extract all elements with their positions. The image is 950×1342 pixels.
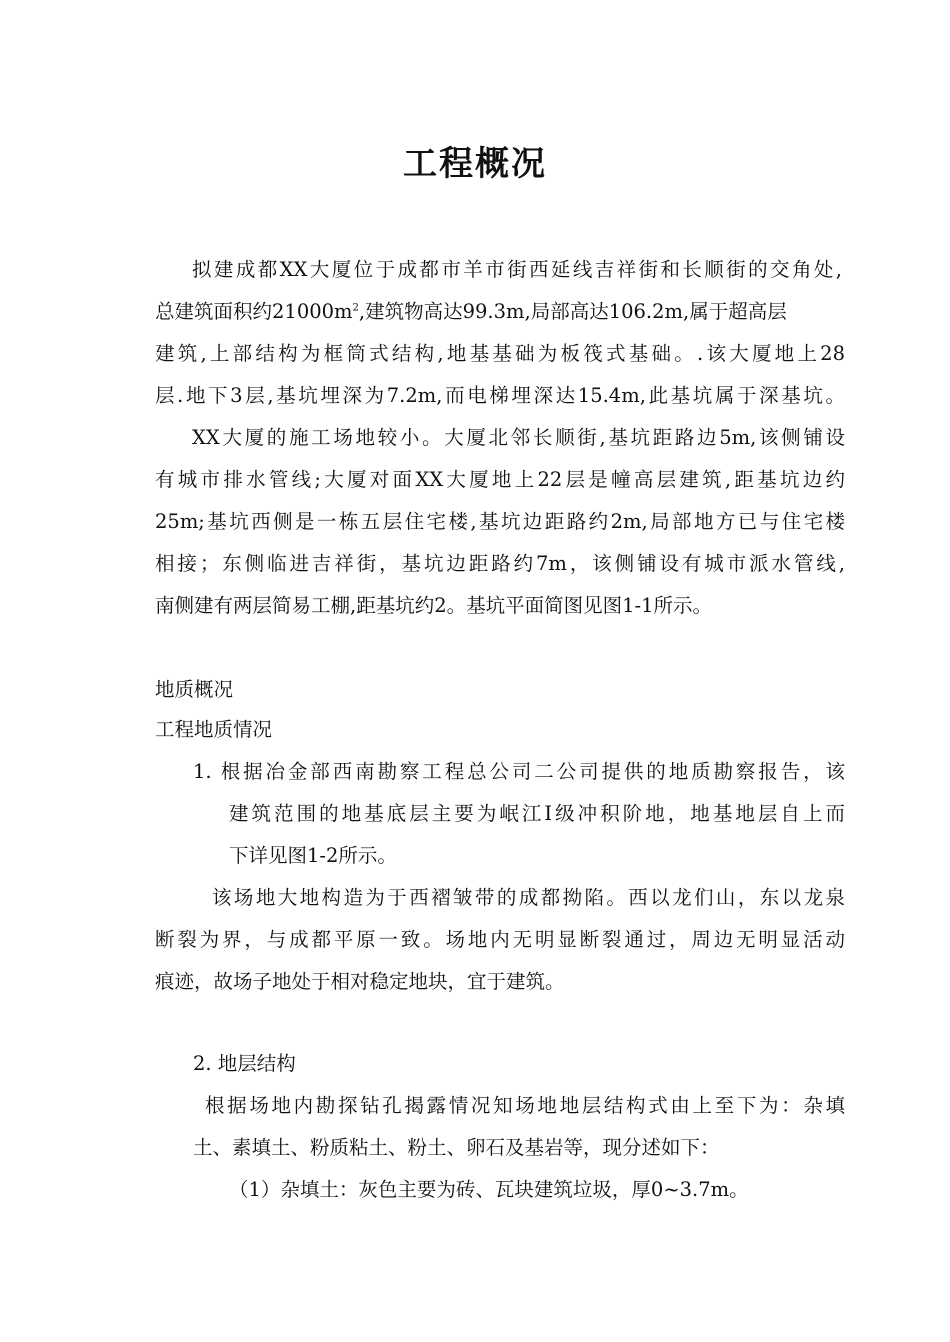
para1-line-3: 建筑,上部结构为框筒式结构,地基基础为板筏式基础。.该大厦地上28 [155, 342, 845, 365]
para3-line-3: 痕迹，故场子地处于相对稳定地块，宜于建筑。 [155, 970, 565, 993]
item1-line-2: 建筑范围的地基底层主要为岷江Ⅰ级冲积阶地，地基地层自上而 [229, 802, 845, 825]
para3-line-1: 该场地大地构造为于西褶皱带的成都拗陷。西以龙们山，东以龙泉 [212, 886, 845, 909]
para3-line-2: 断裂为界，与成都平原一致。场地内无明显断裂通过，周边无明显活动 [155, 928, 845, 951]
para4-line-1: 根据场地内勘探钻孔揭露情况知场地地层结构式由上至下为：杂填 [205, 1094, 845, 1117]
heading-engineering-geology: 工程地质情况 [155, 718, 273, 741]
heading-geology: 地质概况 [155, 678, 234, 701]
para2-line-3: 25m;基坑西侧是一栋五层住宅楼,基坑边距路约2m,局部地方已与住宅楼 [155, 510, 845, 533]
page-title: 工程概况 [403, 144, 547, 184]
para2-line-1: XX大厦的施工场地较小。大厦北邻长顺街,基坑距路边5m,该侧铺设 [192, 426, 845, 449]
para2-line-2: 有城市排水管线;大厦对面XX大厦地上22层是幢高层建筑,距基坑边约 [155, 468, 845, 491]
para2-line-4: 相接；东侧临进吉祥街，基坑边距路约7m，该侧铺设有城市派水管线, [155, 552, 845, 575]
item2-1-line: （1）杂填土：灰色主要为砖、瓦块建筑垃圾，厚0~3.7m。 [229, 1178, 749, 1201]
para1-line-2 [155, 298, 845, 326]
para1-line-1: 拟建成都XX大厦位于成都市羊市街西延线吉祥街和长顺街的交角处, [192, 258, 842, 281]
para1-line-2-text: 总建筑面积约$21000m^2$,建筑物高达99.3m,局部高达106.2m,属于超高层 [155, 300, 787, 323]
item1-line-3: 下详见图1-2所示。 [229, 844, 397, 867]
para4-line-2: 土、素填土、粉质粘土、粉土、卵石及基岩等，现分述如下： [193, 1136, 720, 1159]
para2-line-5: 南侧建有两层简易工棚,距基坑约2。基坑平面简图见图1-1所示。 [155, 594, 713, 617]
superscript: 2 [352, 302, 359, 314]
para1-line-4: 层.地下3层,基坑埋深为7.2m,而电梯埋深达15.4m,此基坑属于深基坑。 [155, 384, 845, 407]
item2-heading: 2. 地层结构 [193, 1052, 296, 1075]
item1-line-1: 1. 根据冶金部西南勘察工程总公司二公司提供的地质勘察报告，该 [193, 760, 845, 783]
